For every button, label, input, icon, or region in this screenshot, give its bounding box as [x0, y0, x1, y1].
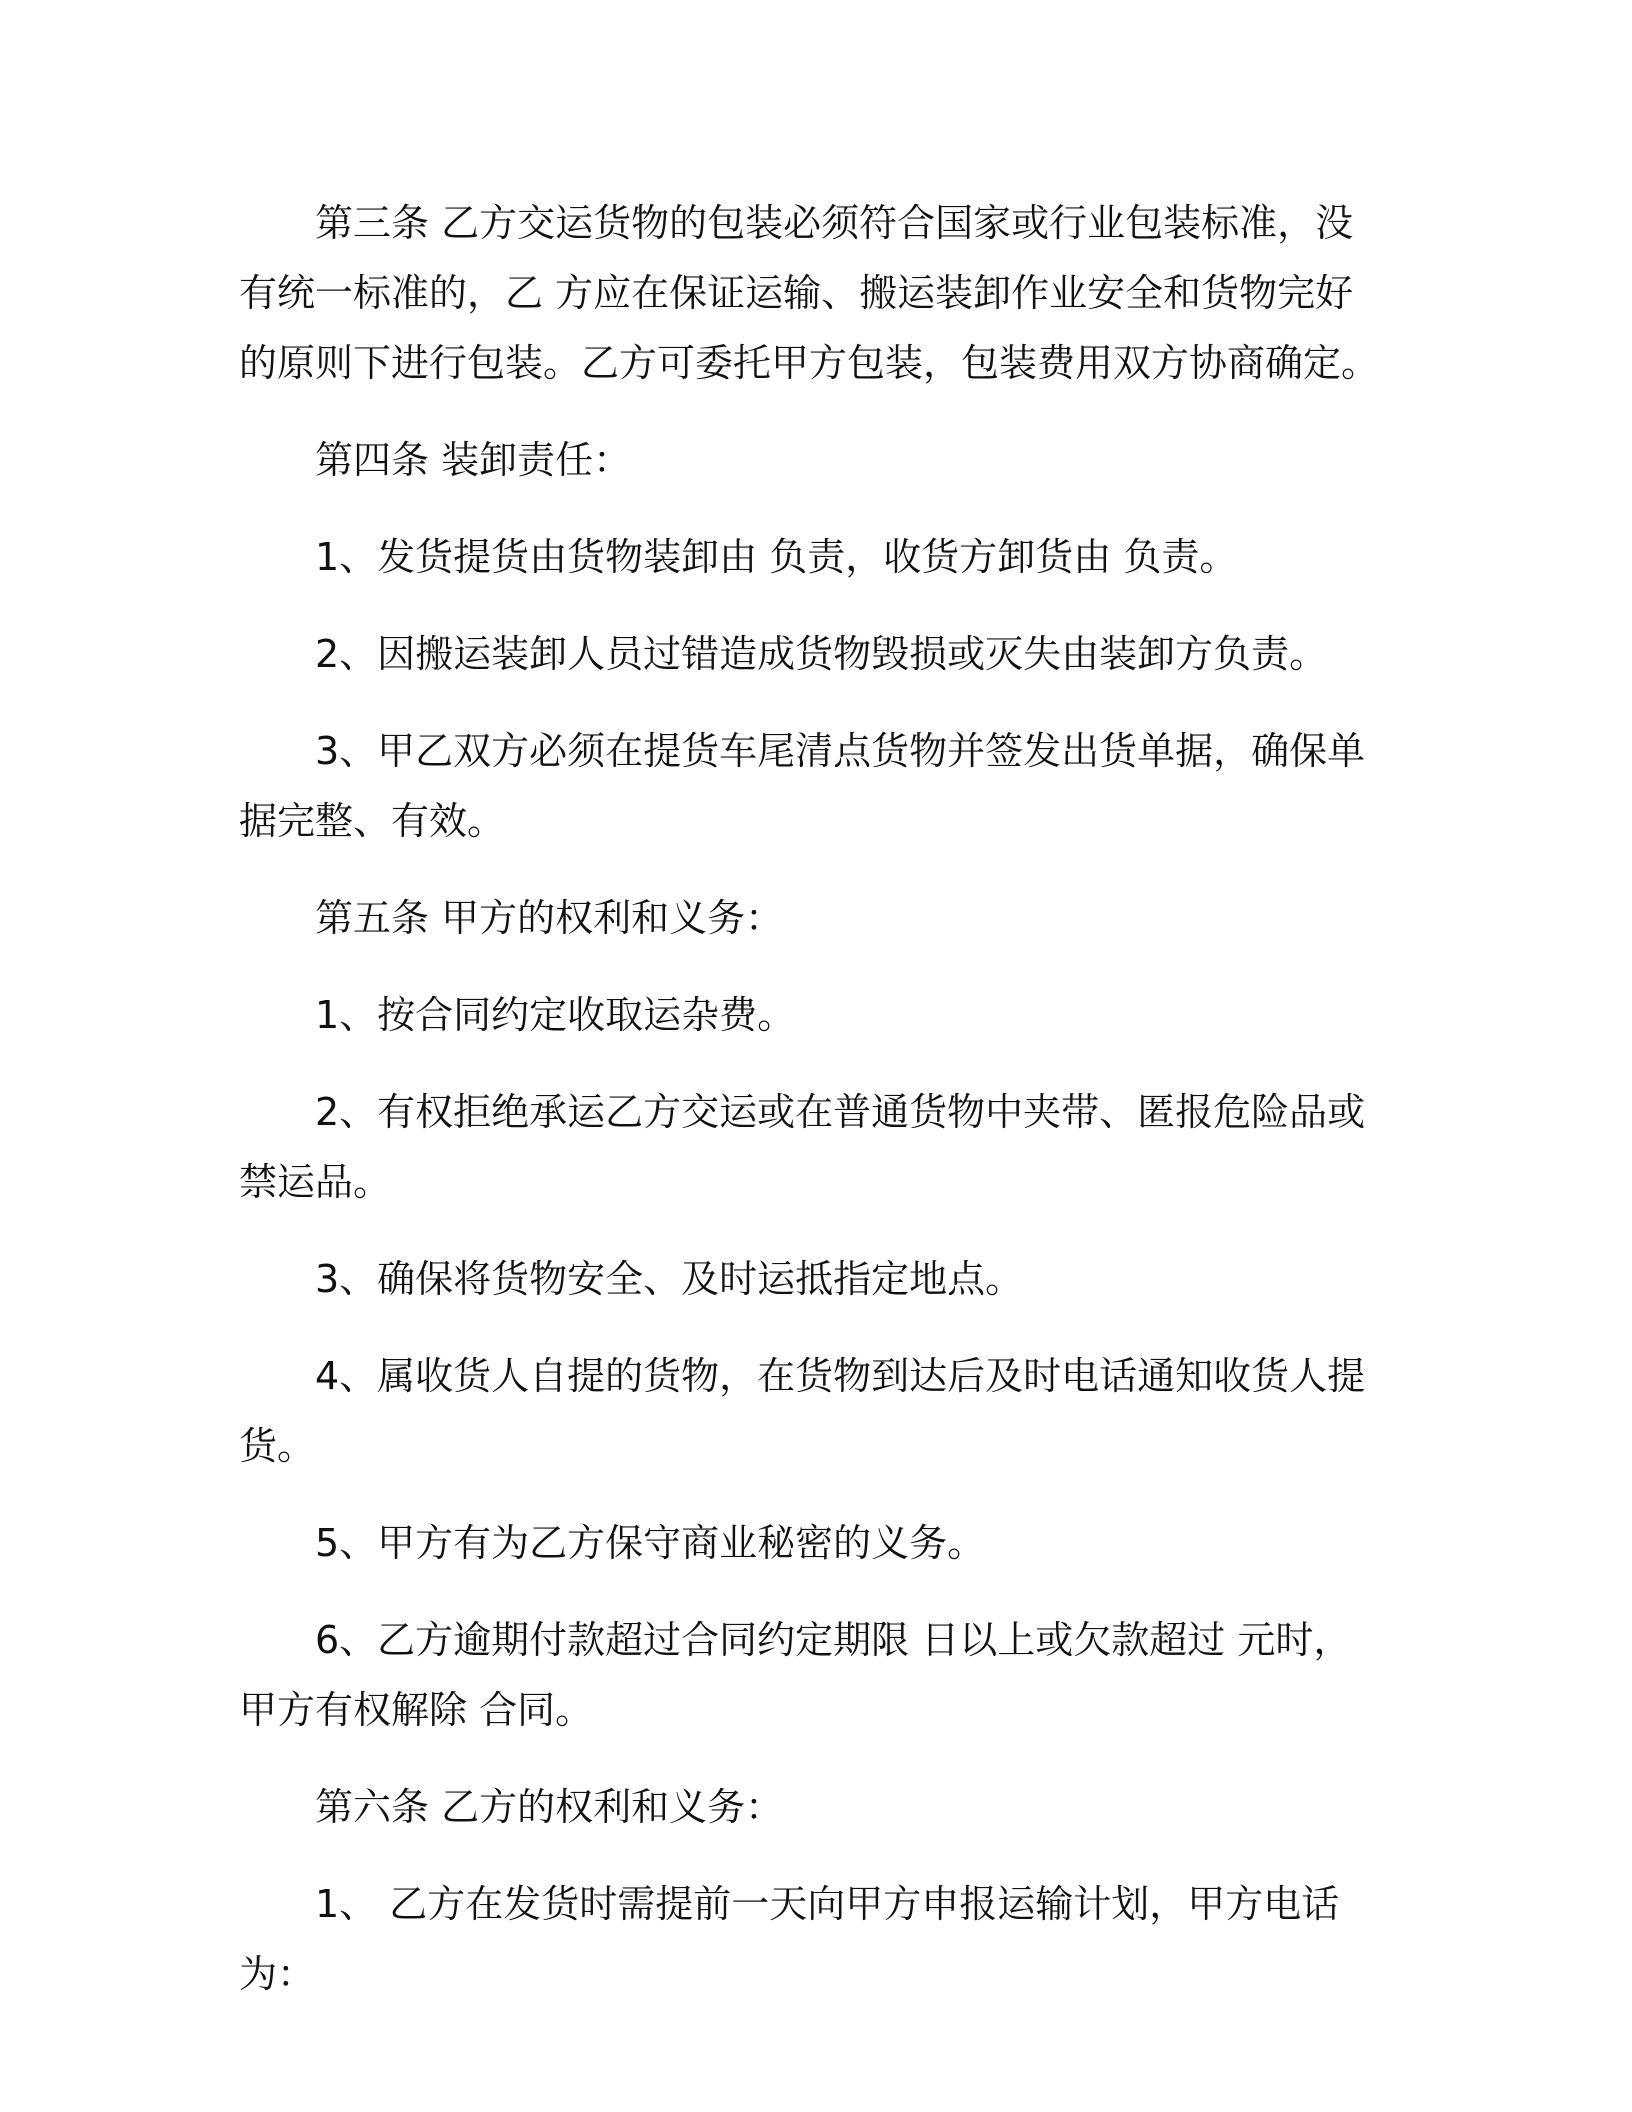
- article-4-item-1: 1、发货提货由货物装卸由 负责，收货方卸货由 负责。: [315, 535, 1238, 579]
- article-6-heading: 第六条 乙方的权利和义务：: [315, 1785, 784, 1829]
- article-5-item-5: 5、甲方有为乙方保守商业秘密的义务。: [315, 1521, 986, 1565]
- article-5-item-3: 3、确保将货物安全、及时运抵指定地点。: [315, 1257, 1024, 1301]
- article-3-packaging: 第三条 乙方交运货物的包装必须符合国家或行业包装标准，没有统一标准的，乙 方应在保证运输、搬运装卸作业安全和货物完好的原则下进行包装。乙方可委托甲方包装，包装费用双方协商确定。: [239, 201, 1380, 385]
- article-6-item-1: 1、 乙方在发货时需提前一天向甲方申报运输计划，甲方电话为：: [239, 1882, 1340, 1996]
- article-5-item-1: 1、按合同约定收取运杂费。: [315, 993, 796, 1037]
- article-5-item-4: 4、属收货人自提的货物，在货物到达后及时电话通知收货人提货。: [239, 1354, 1366, 1468]
- article-4-item-2: 2、因搬运装卸人员过错造成货物毁损或灭失由装卸方负责。: [315, 632, 1328, 676]
- article-5-heading: 第五条 甲方的权利和义务：: [315, 896, 784, 940]
- article-5-item-6: 6、乙方逾期付款超过合同约定期限 日以上或欠款超过 元时，甲方有权解除 合同。: [239, 1618, 1352, 1732]
- article-5-item-2: 2、有权拒绝承运乙方交运或在普通货物中夹带、匿报危险品或禁运品。: [239, 1090, 1366, 1204]
- document-body: [239, 188, 1389, 2009]
- article-4-heading: 第四条 装卸责任：: [315, 438, 632, 482]
- article-4-item-3: 3、甲乙双方必须在提货车尾清点货物并签发出货单据，确保单据完整、有效。: [239, 729, 1366, 843]
